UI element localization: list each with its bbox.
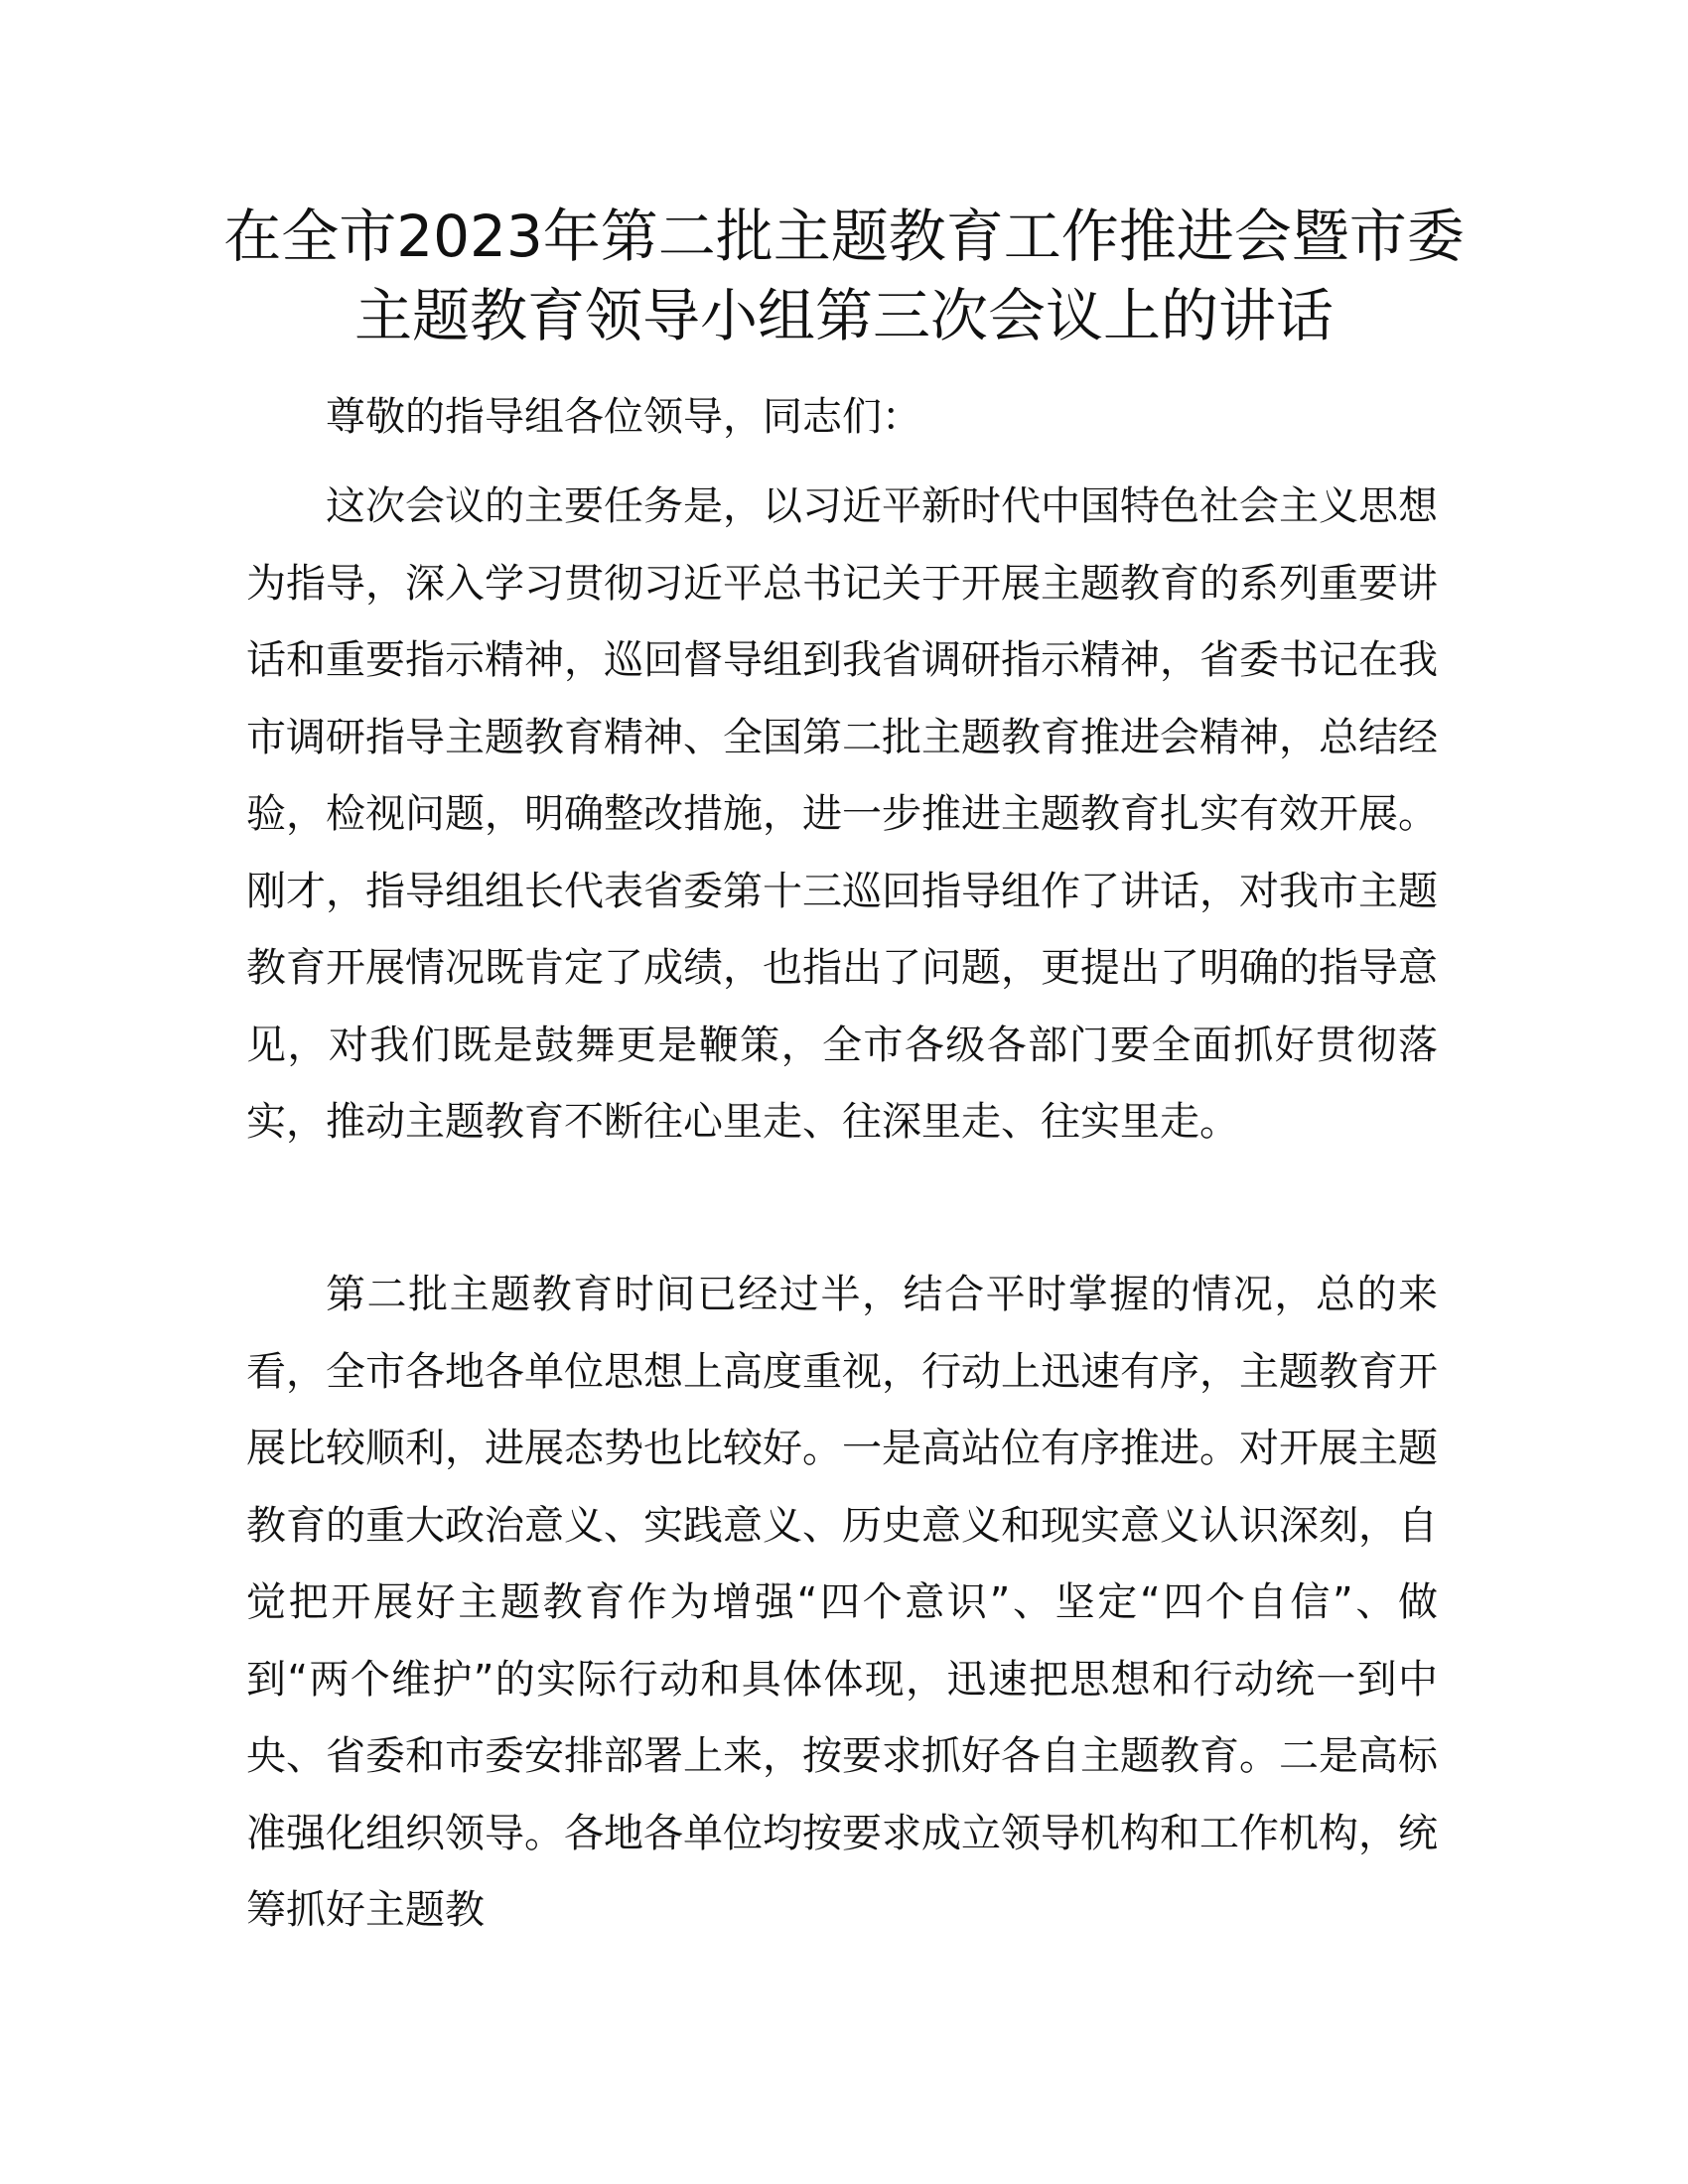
salutation: 尊敬的指导组各位领导，同志们： xyxy=(326,394,921,440)
paragraph-1: 这次会议的主要任务是，以习近平新时代中国特色社会主义思想为指导，深入学习贯彻习近平总书记关于开展主题教育的系列重要讲话和重要指示精神，巡回督导组到我省调研指示精神，省委书记在我市调研指导主题教育精神、全国第二批主题教育推进会精神，总结经验，检视问题，明确整改措施，进一步推进主题教育扎实有效开展。刚才，指导组组长代表省委第十三巡回指导组作了讲话，对我市主题教育开展情况既肯定了成绩，也指出了问题，更提出了明确的指导意见，对我们既是鼓舞更是鞭策，全市各级各部门要全面抓好贯彻落实，推动主题教育不断往心里走、往深里走、往实里走。 xyxy=(246,483,1438,1145)
document-title: 在全市2023年第二批主题教育工作推进会暨市委主题教育领导小组第三次会议上的讲话 xyxy=(223,203,1465,349)
paragraph-2: 第二批主题教育时间已经过半，结合平时掌握的情况，总的来看，全市各地各单位思想上高度重视，行动上迅速有序，主题教育开展比较顺利，进展态势也比较好。一是高站位有序推进。对开展主题教育的重大政治意义、实践意义、历史意义和现实意义认识深刻，自觉把开展好主题教育作为增强“四个意识”、坚定“四个自信”、做到“两个维护”的实际行动和具体体现，迅速把思想和行动统一到中央、省委和市委安排部署上来，按要求抓好各自主题教育。二是高标准强化组织领导。各地各单位均按要求成立领导机构和工作机构，统筹抓好主题教 xyxy=(246,1272,1438,1933)
